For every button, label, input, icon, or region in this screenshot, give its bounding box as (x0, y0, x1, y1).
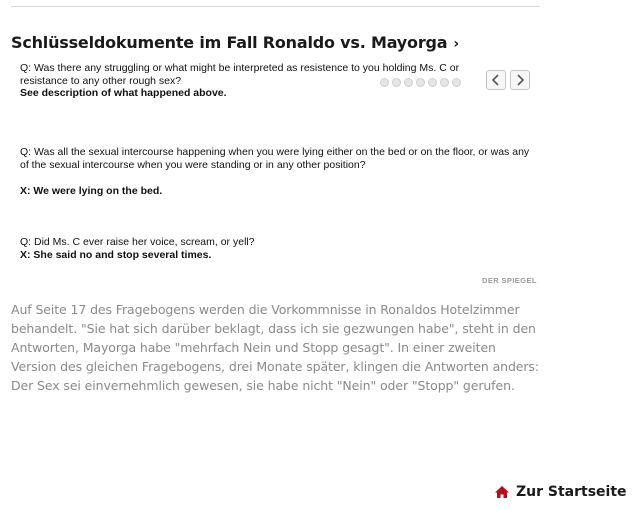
slide-dot[interactable] (380, 78, 389, 87)
chevron-right-icon: › (453, 36, 459, 52)
slide-dot[interactable] (392, 78, 401, 87)
qa-block-3 (20, 236, 530, 261)
gallery-next-button[interactable] (510, 70, 530, 90)
article-paragraph: Auf Seite 17 des Fragebogens werden die Vorkommnisse in Ronaldos Hotelzimmer behandelt. "Sie hat sich darüber beklagt, dass ich sie gezwungen habe", steht in den Antworten, Mayorga habe "mehrfach Nein und Stopp gesagt". In einer zweiten Version des gleichen Fragebogens, drei Monate später, klingen die Antworten anders: Der Sex sei einvernehmlich gewesen, sie habe nicht "Nein" oder "Stopp" gerufen. (11, 302, 539, 393)
answer-1: See description of what happened above. (20, 87, 227, 99)
chevron-left-icon (491, 74, 501, 86)
qa-block-2 (20, 146, 530, 171)
gallery-prev-button[interactable] (486, 70, 506, 90)
slide-dot[interactable] (404, 78, 413, 87)
home-link-label: Zur Startseite (516, 484, 627, 500)
slide-dot[interactable] (452, 78, 461, 87)
question-2: Q: Was all the sexual intercourse happening when you were lying either on the bed or on the floor, or was any of the sexual intercourse when you were standing or in any other position? (20, 146, 530, 171)
home-icon (494, 485, 510, 499)
slide-dot[interactable] (428, 78, 437, 87)
top-divider (11, 6, 540, 7)
answer-3: X: She said no and stop several times. (20, 248, 212, 261)
home-link[interactable] (494, 484, 627, 500)
slide-dot[interactable] (416, 78, 425, 87)
question-1: Q: Was there any struggling or what might be interpreted as resistence to you holding Ms. C or resistance to any other rough sex? (20, 62, 460, 87)
gallery-title-link[interactable] (11, 33, 459, 52)
answer-2: X: We were lying on the bed. (20, 185, 163, 197)
chevron-right-icon (515, 74, 525, 86)
image-credit: DER SPIEGEL (482, 276, 537, 285)
gallery-title-text: Schlüsseldokumente im Fall Ronaldo vs. Mayorga (11, 33, 448, 52)
question-3: Q: Did Ms. C ever raise her voice, scream, or yell? (20, 236, 255, 248)
slide-dot[interactable] (440, 78, 449, 87)
slide-indicator-dots (380, 78, 461, 87)
